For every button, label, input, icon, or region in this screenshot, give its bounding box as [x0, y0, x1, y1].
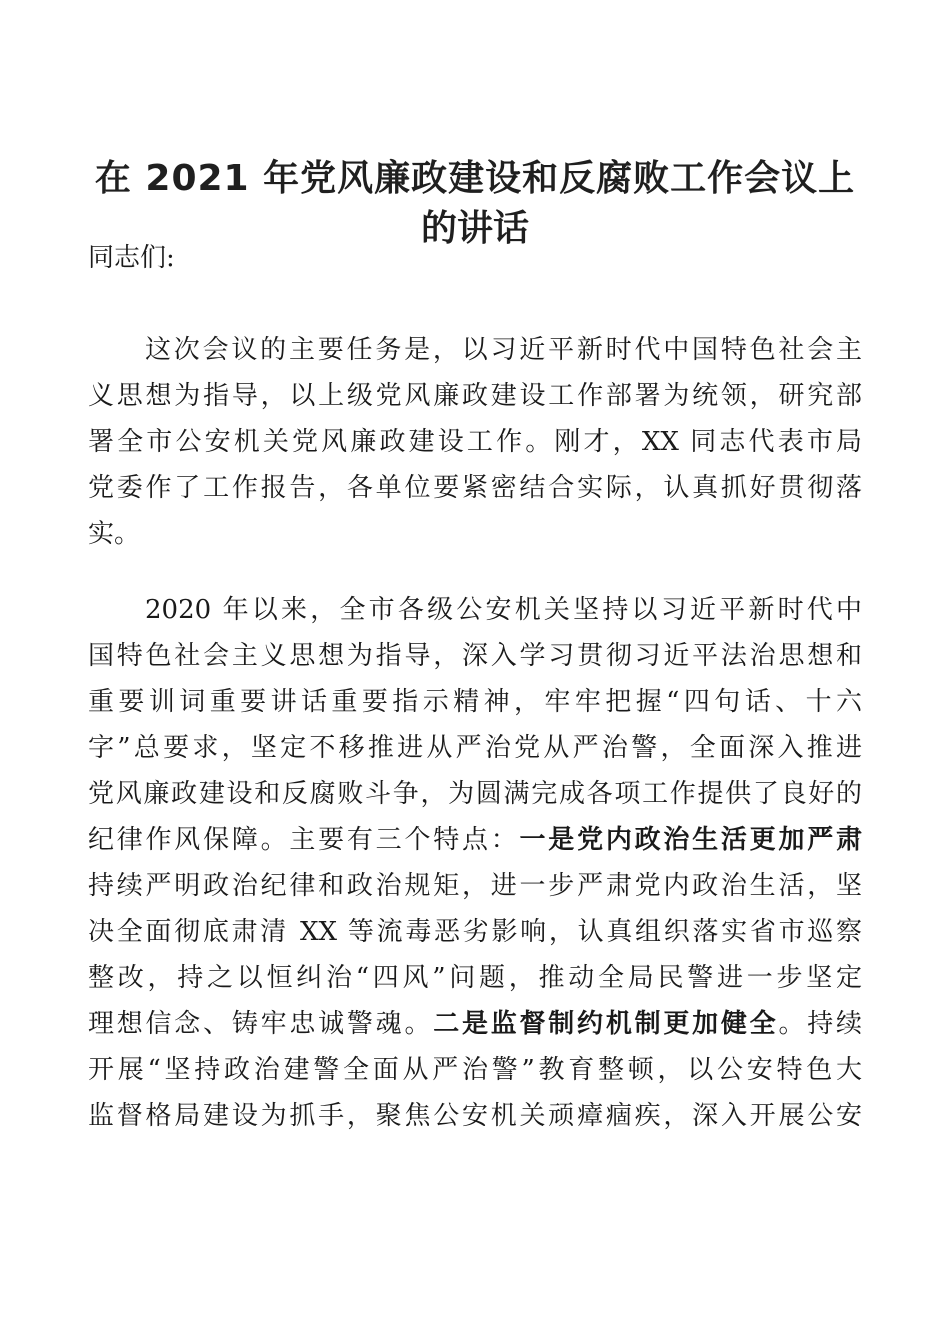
- paragraph-2-line-5: 党风廉政建设和反腐败斗争，为圆满完成各项工作提供了良好的: [88, 779, 862, 809]
- paragraph-2-line-6: [88, 820, 862, 860]
- paragraph-2-line-12: 监督格局建设为抓手，聚焦公安机关顽瘴痼疾，深入开展公安: [88, 1101, 862, 1131]
- paragraph-2-line-7: 持续严明政治纪律和政治规矩，进一步严肃党内政治生活，坚: [88, 871, 862, 901]
- document-title-line-1: 在 2021 年党风廉政建设和反腐败工作会议上: [94, 158, 856, 199]
- paragraph-2-line-10: [88, 1004, 862, 1044]
- greeting: 同志们:: [88, 243, 175, 273]
- paragraph-1-line-1: 这次会议的主要任务是，以习近平新时代中国特色社会主: [145, 335, 862, 365]
- paragraph-2-line-8: 决全面彻底肃清 XX 等流毒恶劣影响，认真组织落实省市巡察: [88, 917, 862, 947]
- paragraph-2-line-10-text-a: 理想信念、铸牢忠诚警魂。: [88, 1009, 434, 1039]
- paragraph-2-line-10-text-b: 。持续: [778, 1009, 862, 1039]
- paragraph-1-line-2: 义思想为指导，以上级党风廉政建设工作部署为统领，研究部: [88, 381, 862, 411]
- paragraph-2-line-9: 整改，持之以恒纠治“四风”问题，推动全局民警进一步坚定: [88, 963, 862, 993]
- paragraph-2-line-11: 开展“坚持政治建警全面从严治警”教育整顿，以公安特色大: [88, 1055, 862, 1085]
- document-title-line-2: 的讲话: [420, 208, 529, 249]
- paragraph-2-line-3: 重要训词重要讲话重要指示精神，牢牢把握“四句话、十六: [88, 687, 862, 717]
- paragraph-2-line-1: 2020 年以来，全市各级公安机关坚持以习近平新时代中: [145, 595, 862, 625]
- paragraph-1-line-3: 署全市公安机关党风廉政建设工作。刚才，XX 同志代表市局: [88, 427, 862, 457]
- point-one-heading: 一是党内政治生活更加严肃: [519, 825, 862, 855]
- paragraph-1-line-4: 党委作了工作报告，各单位要紧密结合实际，认真抓好贯彻落: [88, 473, 862, 503]
- paragraph-2-line-2: 国特色社会主义思想为指导，深入学习贯彻习近平法治思想和: [88, 641, 862, 671]
- paragraph-1-line-5: 实。: [88, 519, 141, 549]
- paragraph-2-line-4: 字”总要求，坚定不移推进从严治党从严治警，全面深入推进: [88, 733, 862, 763]
- paragraph-2-line-6-text: 纪律作风保障。主要有三个特点：: [88, 825, 520, 855]
- point-two-heading: 二是监督制约机制更加健全: [433, 1009, 779, 1039]
